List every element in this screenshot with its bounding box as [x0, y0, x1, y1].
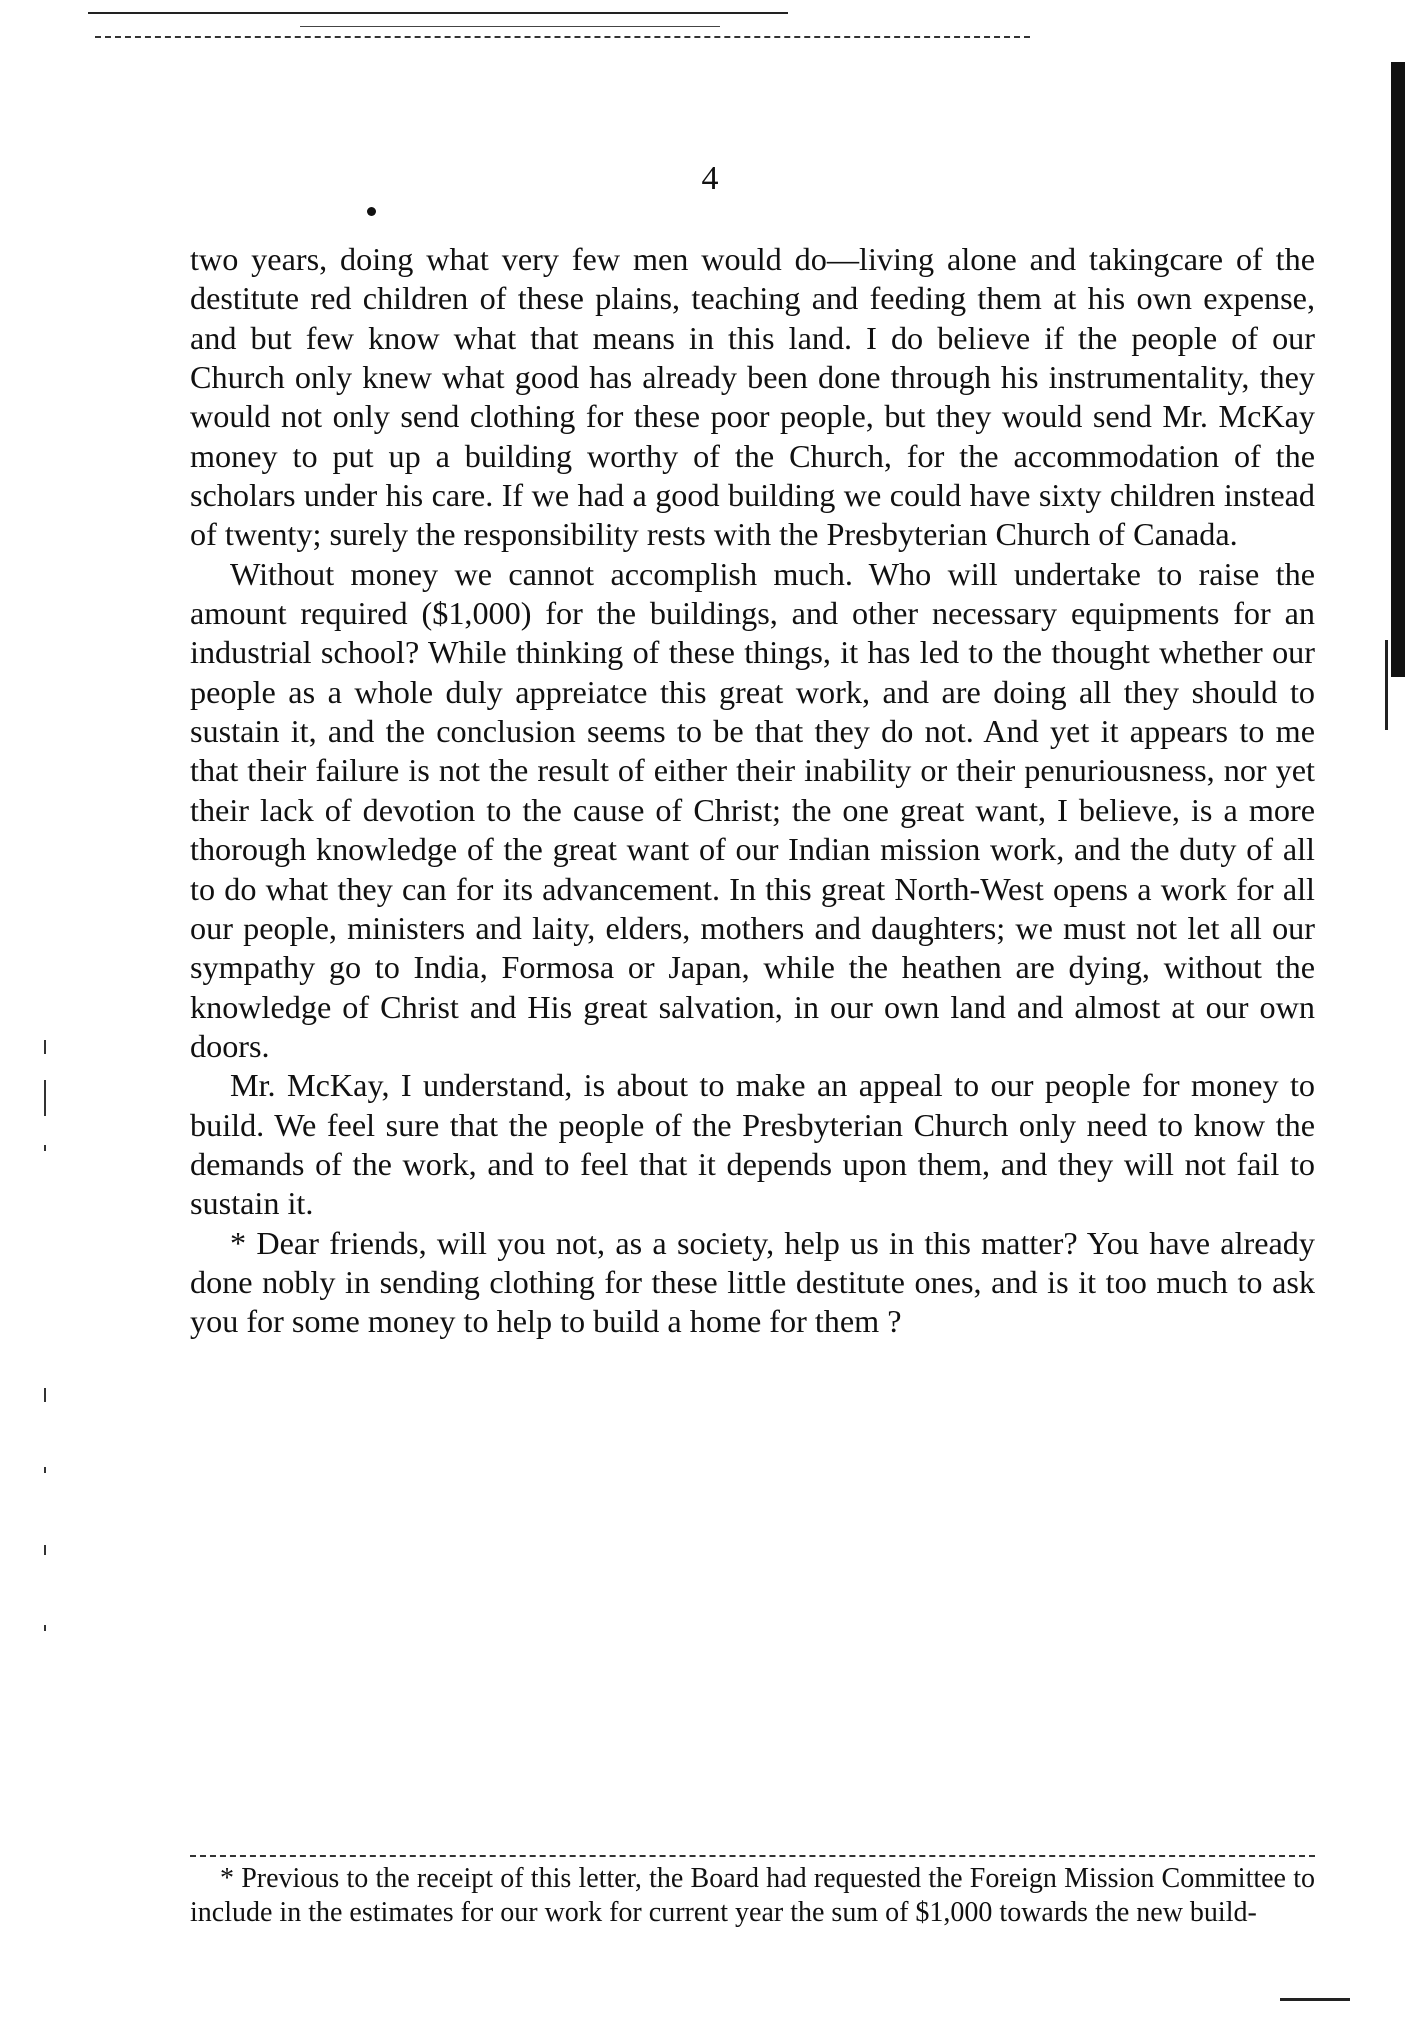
margin-mark	[44, 1467, 46, 1473]
paragraph: two years, doing what very few men would do—living alone and takingcare of the destitute red children of these plains, teaching and feeding them at his own expense, and but few know what that means in this land. I do believe if the people of our Church only knew what good has already been done through his instrumentality, they would not only send clothing for these poor people, but they would send Mr. McKay money to put up a building worthy of the Church, for the accommodation of the scholars under his care. If we had a good building we could have sixty children instead of twenty; surely the responsibility rests with the Presbyterian Church of Canada.	[190, 241, 1315, 553]
page-number: 4	[701, 160, 720, 197]
margin-mark	[44, 1145, 46, 1151]
margin-mark	[44, 1040, 46, 1054]
top-edge-rule	[95, 36, 1030, 38]
footnote: * Previous to the receipt of this letter, the Board had requested the Foreign Mission Committee to include in the estimates for our work for current year the sum of $1,000 towards the new build-	[190, 1863, 1315, 1928]
paragraph: Mr. McKay, I understand, is about to make an appeal to our people for money to build. We feel sure that the people of the Presbyterian Church only need to know the demands of the work, and to feel that it depends upon them, and they will not fail to sustain it.	[190, 1067, 1315, 1222]
footnote-separator	[190, 1855, 1315, 1857]
margin-mark	[44, 1545, 46, 1555]
margin-mark	[44, 1625, 46, 1631]
top-edge-rule	[88, 12, 788, 14]
margin-mark	[44, 1080, 46, 1116]
page-edge-shadow	[1385, 640, 1388, 730]
margin-mark	[44, 1388, 46, 1402]
paragraph: * Dear friends, will you not, as a society, help us in this matter? You have already done nobly in sending clothing for these little destitute ones, and is it too much to ask you for some money to help to build a home for them ?	[190, 1224, 1315, 1340]
paragraph: Without money we cannot accomplish much. Who will undertake to raise the amount required ($1,000) for the buildings, and other necessary equipments for an industrial school? While thinking of these things, it has led to the thought whether our people as a whole duly appreiatce this great work, and are doing all they should to sustain it, and the conclusion seems to be that they do not. And yet it appears to me that their failure is not the result of either their inability or their penuriousness, nor yet their lack of devotion to the cause of Christ; the one great want, I believe, is a more thorough knowledge of the great want of our Indian mission work, and the duty of all to do what they can for its advancement. In this great North-West opens a work for all our people, ministers and laity, elders, mothers and daughters; we must not let all our sympathy go to India, Formosa or Japan, while the heathen are dying, without the knowledge of Christ and His great salvation, in our own land and almost at our own doors.	[190, 555, 1315, 1064]
page-edge-rule	[1280, 1998, 1350, 2001]
top-edge-rule	[300, 26, 720, 27]
page-edge-shadow	[1391, 62, 1405, 677]
body-text	[190, 240, 1315, 1342]
print-dot	[367, 207, 376, 216]
